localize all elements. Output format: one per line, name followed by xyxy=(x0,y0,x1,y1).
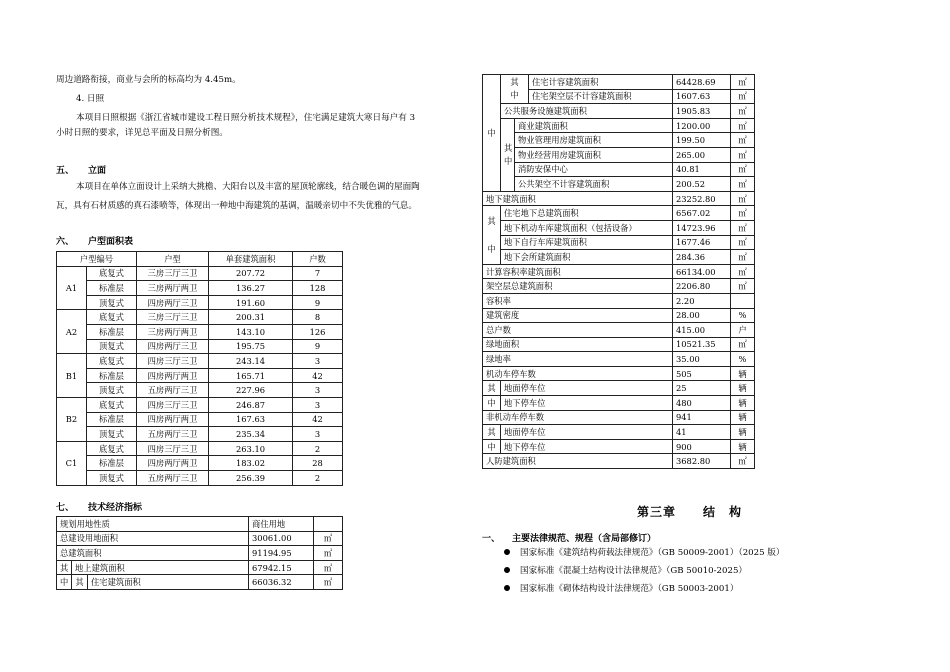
cell-value: 3682.80 xyxy=(673,454,731,469)
cell-unit: ㎡ xyxy=(731,89,755,104)
cell-count: 9 xyxy=(293,339,343,354)
chapter-title: 结 构 xyxy=(703,505,743,519)
cell-floor-type: 底复式 xyxy=(87,266,137,281)
cell-layout: 三房三厅三卫 xyxy=(137,266,209,281)
cell-count: 28 xyxy=(293,456,343,471)
cell-unit: ㎡ xyxy=(731,337,755,352)
table-row xyxy=(57,560,343,575)
cell-label: 地面停车位 xyxy=(501,381,673,396)
cell-value: 1677.46 xyxy=(673,235,731,250)
cell-value: 91194.95 xyxy=(249,546,314,561)
cell-floor-type: 底复式 xyxy=(87,397,137,412)
cell-area: 183.02 xyxy=(209,456,293,471)
cell-value: 23252.80 xyxy=(673,191,731,206)
cell-unit: 辆 xyxy=(731,410,755,425)
chapter-number: 第三章 xyxy=(637,505,677,519)
cell-count: 3 xyxy=(293,383,343,398)
cell-area: 200.31 xyxy=(209,310,293,325)
cell-label: 消防安保中心 xyxy=(515,162,673,177)
cell-unit xyxy=(731,293,755,308)
cell-area: 143.10 xyxy=(209,324,293,339)
table-row xyxy=(57,546,343,561)
cell-value: 67942.15 xyxy=(249,560,314,575)
cell-layout: 四房两厅两卫 xyxy=(137,412,209,427)
table-row xyxy=(57,354,343,369)
table-row xyxy=(483,308,755,323)
cell-label: 物业经营用房建筑面积 xyxy=(515,147,673,162)
cell-side-label: 其 中 xyxy=(501,118,515,191)
section-5-title: 立面 xyxy=(88,166,107,176)
section-6-number: 六、 xyxy=(56,237,75,247)
cell-label: 地上建筑面积 xyxy=(72,560,249,575)
table-row xyxy=(483,425,755,440)
cell-label: 公共架空不计容建筑面积 xyxy=(515,177,673,192)
paragraph-facade-line1: 本项目在单体立面设计上采纳大挑檐、大阳台以及丰富的屋顶轮廓线，结合暖色调的屋面陶 xyxy=(76,182,420,192)
table-header-row xyxy=(57,252,343,267)
table-row xyxy=(57,368,343,383)
table-row xyxy=(57,266,343,281)
cell-value: 265.00 xyxy=(673,147,731,162)
list-item xyxy=(504,546,785,558)
table-row xyxy=(57,397,343,412)
cell-layout: 五房两厅三卫 xyxy=(137,470,209,485)
cell-unit: 辆 xyxy=(731,396,755,411)
bullet-icon xyxy=(504,549,510,555)
cell-value: 41 xyxy=(673,425,731,440)
table-row xyxy=(483,323,755,338)
cell-unit: ㎡ xyxy=(731,162,755,177)
cell-area: 207.72 xyxy=(209,266,293,281)
cell-unit: 辆 xyxy=(731,381,755,396)
cell-side-label: 其 中 xyxy=(483,206,501,264)
section-7-title: 技术经济指标 xyxy=(88,503,143,513)
cell-floor-type: 顶复式 xyxy=(87,295,137,310)
header-unit-type: 户型 xyxy=(137,252,209,267)
table-row xyxy=(483,396,755,411)
cell-label: 地下机动车库建筑面积（包括设备） xyxy=(501,220,673,235)
cell-layout: 四房两厅三卫 xyxy=(137,295,209,310)
cell-label: 地下停车位 xyxy=(501,396,673,411)
cell-label: 绿地率 xyxy=(483,352,673,367)
cell-label: 人防建筑面积 xyxy=(483,454,673,469)
table-row xyxy=(483,162,755,177)
cell-label: 住宅架空层不计容建筑面积 xyxy=(529,89,673,104)
cell-unit: ㎡ xyxy=(314,531,343,546)
cell-unit: ㎡ xyxy=(731,118,755,133)
list-item xyxy=(504,564,747,576)
cell-value: 900 xyxy=(673,439,731,454)
cell-floor-type: 顶复式 xyxy=(87,383,137,398)
cell-unit: ㎡ xyxy=(731,133,755,148)
cell-unit: ㎡ xyxy=(731,279,755,294)
cell-area: 235.34 xyxy=(209,427,293,442)
section-1-number: 一、 xyxy=(482,534,501,544)
cell-count: 128 xyxy=(293,281,343,296)
cell-unit: ㎡ xyxy=(731,75,755,90)
cell-label: 规划用地性质 xyxy=(57,517,249,532)
table-row xyxy=(57,427,343,442)
cell-count: 3 xyxy=(293,427,343,442)
table-row xyxy=(483,177,755,192)
cell-side-label: 其 xyxy=(57,560,72,575)
table-row xyxy=(483,439,755,454)
cell-label: 地下会所建筑面积 xyxy=(501,250,673,265)
cell-label: 总户数 xyxy=(483,323,673,338)
cell-unit-code: B2 xyxy=(57,397,87,441)
cell-area: 165.71 xyxy=(209,368,293,383)
cell-unit: ㎡ xyxy=(731,177,755,192)
cell-area: 167.63 xyxy=(209,412,293,427)
bullet-icon xyxy=(504,567,510,573)
cell-unit: ㎡ xyxy=(731,191,755,206)
cell-floor-type: 底复式 xyxy=(87,310,137,325)
cell-count: 3 xyxy=(293,354,343,369)
table-row xyxy=(483,337,755,352)
cell-floor-type: 底复式 xyxy=(87,354,137,369)
section-1-title: 主要法律规范、规程（含局部修订） xyxy=(512,534,657,544)
cell-unit: ㎡ xyxy=(731,147,755,162)
cell-layout: 四房两厅三卫 xyxy=(137,339,209,354)
cell-label: 非机动车停车数 xyxy=(483,410,673,425)
cell-label: 计算容积率建筑面积 xyxy=(483,264,673,279)
table-row xyxy=(483,75,755,90)
cell-layout: 五房两厅三卫 xyxy=(137,427,209,442)
table-row xyxy=(57,281,343,296)
cell-layout: 四房三厅三卫 xyxy=(137,397,209,412)
cell-area: 246.87 xyxy=(209,397,293,412)
cell-label: 住宅地下总建筑面积 xyxy=(501,206,673,221)
cell-value: 2206.80 xyxy=(673,279,731,294)
table-row xyxy=(57,295,343,310)
standard-reference: 国家标准《混凝土结构设计法律规范》（GB 50010-2025） xyxy=(520,566,748,576)
header-unit-area: 单套建筑面积 xyxy=(209,252,293,267)
cell-value: 商住用地 xyxy=(249,517,314,532)
cell-label: 机动车停车数 xyxy=(483,366,673,381)
economic-indicators-table-part1 xyxy=(56,516,343,590)
cell-label: 地下建筑面积 xyxy=(483,191,673,206)
table-row xyxy=(57,339,343,354)
standard-reference: 国家标准《建筑结构荷载法律规范》（GB 50009-2001）（2025 版） xyxy=(520,548,785,558)
cell-label: 总建筑面积 xyxy=(57,546,249,561)
cell-value: 415.00 xyxy=(673,323,731,338)
cell-value: 66036.32 xyxy=(249,575,314,590)
table-row xyxy=(483,352,755,367)
table-row xyxy=(483,118,755,133)
cell-count: 42 xyxy=(293,368,343,383)
cell-floor-type: 顶复式 xyxy=(87,427,137,442)
table-row xyxy=(483,264,755,279)
cell-count: 3 xyxy=(293,397,343,412)
cell-count: 2 xyxy=(293,470,343,485)
cell-label: 容积率 xyxy=(483,293,673,308)
cell-value: 1905.83 xyxy=(673,104,731,119)
table-row xyxy=(483,410,755,425)
cell-count: 2 xyxy=(293,441,343,456)
section-6-title: 户型面积表 xyxy=(88,237,134,247)
subheading-sunlight: 4. 日照 xyxy=(76,94,105,104)
paragraph-sunlight-line2: 小时日照的要求，详见总平面及日照分析图。 xyxy=(56,128,228,138)
cell-value: 1607.63 xyxy=(673,89,731,104)
cell-unit: 辆 xyxy=(731,425,755,440)
table-row xyxy=(57,310,343,325)
cell-floor-type: 顶复式 xyxy=(87,470,137,485)
cell-unit: ㎡ xyxy=(314,560,343,575)
cell-area: 136.27 xyxy=(209,281,293,296)
cell-value: 25 xyxy=(673,381,731,396)
table-row xyxy=(483,191,755,206)
standard-reference: 国家标准《砌体结构设计法律规范》（GB 50003-2001） xyxy=(520,584,739,594)
cell-unit: ㎡ xyxy=(731,264,755,279)
cell-unit xyxy=(314,517,343,532)
cell-unit: ㎡ xyxy=(731,250,755,265)
paragraph-sunlight-line1: 本项目日照根据《浙江省城市建设工程日照分析技术规程》，住宅满足建筑大寒日每户有 3 xyxy=(76,113,416,123)
cell-side-label: 中 xyxy=(483,396,501,411)
cell-unit: 辆 xyxy=(731,439,755,454)
cell-area: 227.96 xyxy=(209,383,293,398)
cell-value: 480 xyxy=(673,396,731,411)
cell-label: 架空层总建筑面积 xyxy=(483,279,673,294)
cell-label: 商业建筑面积 xyxy=(515,118,673,133)
cell-layout: 四房三厅三卫 xyxy=(137,441,209,456)
cell-side-label: 中 xyxy=(57,575,72,590)
cell-side-label: 中 xyxy=(483,75,501,192)
cell-floor-type: 标准层 xyxy=(87,456,137,471)
cell-layout: 三房三厅三卫 xyxy=(137,310,209,325)
cell-label: 住宅计容建筑面积 xyxy=(529,75,673,90)
cell-unit-code: B1 xyxy=(57,354,87,398)
table-row xyxy=(57,456,343,471)
cell-value: 1200.00 xyxy=(673,118,731,133)
section-7-number: 七、 xyxy=(56,503,75,513)
cell-value: 28.00 xyxy=(673,308,731,323)
cell-value: 64428.69 xyxy=(673,75,731,90)
paragraph-facade-line2: 瓦，具有石材质感的真石漆喷等，体现出一种地中海建筑的基调，温暖亲切中不失优雅的气息。 xyxy=(56,201,417,211)
economic-indicators-table-part2 xyxy=(482,74,755,469)
table-row xyxy=(57,441,343,456)
cell-value: 10521.35 xyxy=(673,337,731,352)
table-row xyxy=(483,293,755,308)
cell-unit: ㎡ xyxy=(731,220,755,235)
table-row xyxy=(57,324,343,339)
cell-label: 建筑密度 xyxy=(483,308,673,323)
section-5-number: 五、 xyxy=(56,166,75,176)
cell-layout: 三房两厅两卫 xyxy=(137,281,209,296)
unit-area-table xyxy=(56,251,343,486)
cell-value: 200.52 xyxy=(673,177,731,192)
table-row xyxy=(483,133,755,148)
cell-value: 941 xyxy=(673,410,731,425)
cell-label: 地下自行车库建筑面积 xyxy=(501,235,673,250)
cell-layout: 四房两厅两卫 xyxy=(137,456,209,471)
cell-count: 126 xyxy=(293,324,343,339)
cell-unit: % xyxy=(731,308,755,323)
cell-unit: ㎡ xyxy=(731,235,755,250)
cell-unit: ㎡ xyxy=(731,104,755,119)
cell-label: 绿地面积 xyxy=(483,337,673,352)
cell-unit: ㎡ xyxy=(314,546,343,561)
cell-area: 195.75 xyxy=(209,339,293,354)
cell-floor-type: 标准层 xyxy=(87,324,137,339)
table-row xyxy=(483,104,755,119)
cell-unit: 辆 xyxy=(731,366,755,381)
table-row xyxy=(57,412,343,427)
cell-value: 40.81 xyxy=(673,162,731,177)
cell-count: 7 xyxy=(293,266,343,281)
cell-floor-type: 底复式 xyxy=(87,441,137,456)
cell-label: 公共服务设施建筑面积 xyxy=(501,104,673,119)
cell-floor-type: 标准层 xyxy=(87,281,137,296)
cell-floor-type: 顶复式 xyxy=(87,339,137,354)
cell-unit: % xyxy=(731,352,755,367)
list-item xyxy=(504,582,738,594)
cell-value: 6567.02 xyxy=(673,206,731,221)
cell-label: 住宅建筑面积 xyxy=(88,575,249,590)
cell-unit-code: A2 xyxy=(57,310,87,354)
table-row xyxy=(57,575,343,590)
table-row xyxy=(57,470,343,485)
cell-side-label: 其 xyxy=(483,425,501,440)
cell-layout: 三房两厅两卫 xyxy=(137,324,209,339)
table-row xyxy=(483,366,755,381)
table-row xyxy=(483,206,755,221)
cell-count: 8 xyxy=(293,310,343,325)
cell-label: 物业管理用房建筑面积 xyxy=(515,133,673,148)
cell-floor-type: 标准层 xyxy=(87,368,137,383)
cell-area: 191.60 xyxy=(209,295,293,310)
cell-area: 263.10 xyxy=(209,441,293,456)
cell-unit: ㎡ xyxy=(314,575,343,590)
table-row xyxy=(57,383,343,398)
cell-area: 243.14 xyxy=(209,354,293,369)
cell-count: 9 xyxy=(293,295,343,310)
header-unit-count: 户数 xyxy=(293,252,343,267)
cell-value: 284.36 xyxy=(673,250,731,265)
cell-layout: 四房两厅两卫 xyxy=(137,368,209,383)
table-row xyxy=(483,279,755,294)
cell-label: 地下停车位 xyxy=(501,439,673,454)
cell-value: 35.00 xyxy=(673,352,731,367)
table-row xyxy=(57,517,343,532)
cell-area: 256.39 xyxy=(209,470,293,485)
cell-side-label: 其 中 xyxy=(501,75,529,104)
cell-unit: 户 xyxy=(731,323,755,338)
table-row xyxy=(483,235,755,250)
cell-unit-code: A1 xyxy=(57,266,87,310)
cell-side-label: 其 xyxy=(483,381,501,396)
cell-label: 地面停车位 xyxy=(501,425,673,440)
cell-value: 14723.96 xyxy=(673,220,731,235)
cell-value: 505 xyxy=(673,366,731,381)
table-row xyxy=(483,250,755,265)
cell-value: 66134.00 xyxy=(673,264,731,279)
table-row xyxy=(483,381,755,396)
cell-layout: 四房三厅三卫 xyxy=(137,354,209,369)
table-row xyxy=(483,147,755,162)
table-row xyxy=(483,454,755,469)
cell-layout: 五房两厅三卫 xyxy=(137,383,209,398)
cell-value: 199.50 xyxy=(673,133,731,148)
cell-value: 30061.00 xyxy=(249,531,314,546)
cell-side-label: 中 xyxy=(483,439,501,454)
cell-unit: ㎡ xyxy=(731,206,755,221)
cell-unit: ㎡ xyxy=(731,454,755,469)
cell-count: 42 xyxy=(293,412,343,427)
cell-unit-code: C1 xyxy=(57,441,87,485)
bullet-icon xyxy=(504,585,510,591)
paragraph-site-level: 周边道路衔接，商业与会所的标高均为 4.45m。 xyxy=(56,75,241,85)
table-row xyxy=(483,220,755,235)
cell-side-label: 其 xyxy=(72,575,88,590)
cell-value: 2.20 xyxy=(673,293,731,308)
header-unit-code: 户型编号 xyxy=(57,252,137,267)
cell-label: 总建设用地面积 xyxy=(57,531,249,546)
cell-floor-type: 标准层 xyxy=(87,412,137,427)
table-row xyxy=(57,531,343,546)
